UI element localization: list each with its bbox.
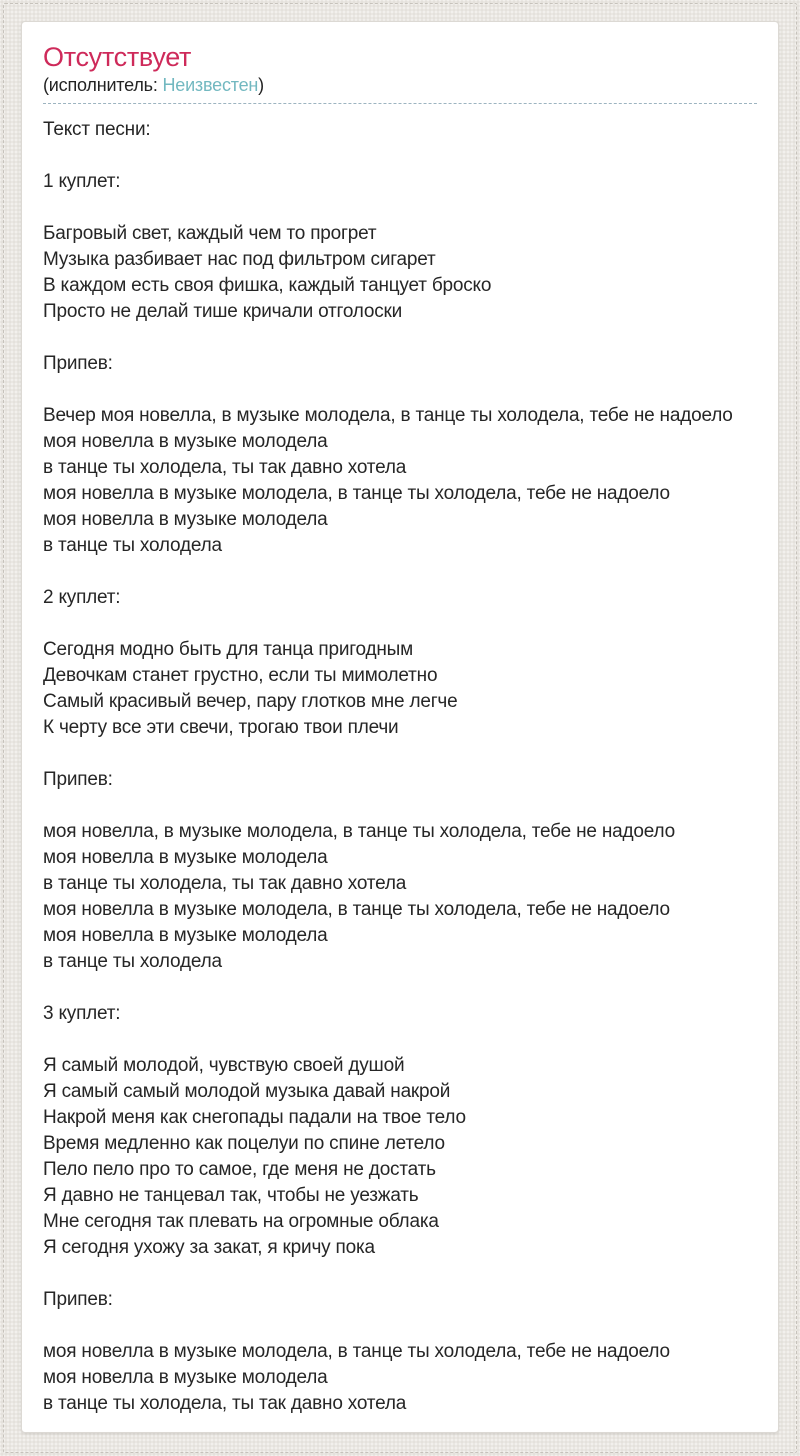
lyric-line bbox=[43, 143, 757, 169]
lyric-line: 2 куплет: bbox=[43, 587, 121, 608]
lyric-line: Сегодня модно быть для танца пригодным bbox=[43, 639, 413, 660]
lyric-line: Мне сегодня так плевать на огромные облака bbox=[43, 1211, 439, 1232]
lyric-line: Припев: bbox=[43, 1289, 113, 1310]
card-header bbox=[43, 42, 757, 104]
lyric-line: Припев: bbox=[43, 769, 113, 790]
lyric-line bbox=[43, 611, 757, 637]
lyrics-text bbox=[43, 117, 757, 1417]
lyric-line: моя новелла в музыке молодела bbox=[43, 925, 328, 946]
lyric-line bbox=[43, 377, 757, 403]
lyric-line: моя новелла в музыке молодела, в танце ты холодела, тебе не надоело bbox=[43, 1341, 670, 1362]
song-title: Отсутствует bbox=[43, 42, 192, 72]
lyric-line: моя новелла в музыке молодела, в танце ты холодела, тебе не надоело bbox=[43, 899, 670, 920]
lyric-line: моя новелла, в музыке молодела, в танце ты холодела, тебе не надоело bbox=[43, 821, 675, 842]
lyric-line: В каждом есть своя фишка, каждый танцует броско bbox=[43, 275, 492, 296]
lyric-line: Девочкам станет грустно, если ты мимолетно bbox=[43, 665, 438, 686]
lyric-line: Музыка разбивает нас под фильтром сигарет bbox=[43, 249, 436, 270]
lyric-line bbox=[43, 195, 757, 221]
lyric-line bbox=[43, 741, 757, 767]
lyric-line: Я самый молодой, чувствую своей душой bbox=[43, 1055, 405, 1076]
lyric-line: Я давно не танцевал так, чтобы не уезжать bbox=[43, 1185, 419, 1206]
lyric-line bbox=[43, 975, 757, 1001]
artist-label: (исполнитель: bbox=[43, 75, 158, 95]
lyric-line: Текст песни: bbox=[43, 119, 151, 140]
lyric-line: Припев: bbox=[43, 353, 113, 374]
lyric-line: моя новелла в музыке молодела, в танце ты холодела, тебе не надоело bbox=[43, 483, 670, 504]
lyric-line: Время медленно как поцелуи по спине летело bbox=[43, 1133, 445, 1154]
lyric-line: Я сегодня ухожу за закат, я кричу пока bbox=[43, 1237, 375, 1258]
lyric-line: Я самый самый молодой музыка давай накрой bbox=[43, 1081, 451, 1102]
lyric-line: 3 куплет: bbox=[43, 1003, 121, 1024]
lyric-line: 1 куплет: bbox=[43, 171, 121, 192]
lyric-line: моя новелла в музыке молодела bbox=[43, 431, 328, 452]
lyric-line: в танце ты холодела, ты так давно хотела bbox=[43, 457, 407, 478]
lyric-line: моя новелла в музыке молодела bbox=[43, 509, 328, 530]
lyric-line: в танце ты холодела, ты так давно хотела bbox=[43, 873, 407, 894]
artist-suffix: ) bbox=[258, 75, 264, 95]
artist-line bbox=[43, 75, 757, 96]
artist-link[interactable]: Неизвестен bbox=[162, 75, 259, 95]
lyric-line bbox=[43, 1027, 757, 1053]
lyric-line bbox=[43, 559, 757, 585]
lyric-line: в танце ты холодела, ты так давно хотела bbox=[43, 1393, 407, 1414]
lyric-line: К черту все эти свечи, трогаю твои плечи bbox=[43, 717, 399, 738]
lyric-line: Накрой меня как снегопады падали на твое тело bbox=[43, 1107, 466, 1128]
lyrics-card bbox=[21, 21, 779, 1433]
lyric-line: Самый красивый вечер, пару глотков мне легче bbox=[43, 691, 458, 712]
lyric-line: в танце ты холодела bbox=[43, 535, 222, 556]
lyric-line: Вечер моя новелла, в музыке молодела, в танце ты холодела, тебе не надоело bbox=[43, 405, 733, 426]
lyric-line: Багровый свет, каждый чем то прогрет bbox=[43, 223, 377, 244]
lyric-line bbox=[43, 793, 757, 819]
lyric-line: Пело пело про то самое, где меня не достать bbox=[43, 1159, 436, 1180]
lyric-line: моя новелла в музыке молодела bbox=[43, 1367, 328, 1388]
lyric-line bbox=[43, 325, 757, 351]
lyric-line bbox=[43, 1313, 757, 1339]
lyric-line: в танце ты холодела bbox=[43, 951, 222, 972]
lyric-line: Просто не делай тише кричали отголоски bbox=[43, 301, 403, 322]
lyric-line bbox=[43, 1261, 757, 1287]
lyric-line: моя новелла в музыке молодела bbox=[43, 847, 328, 868]
